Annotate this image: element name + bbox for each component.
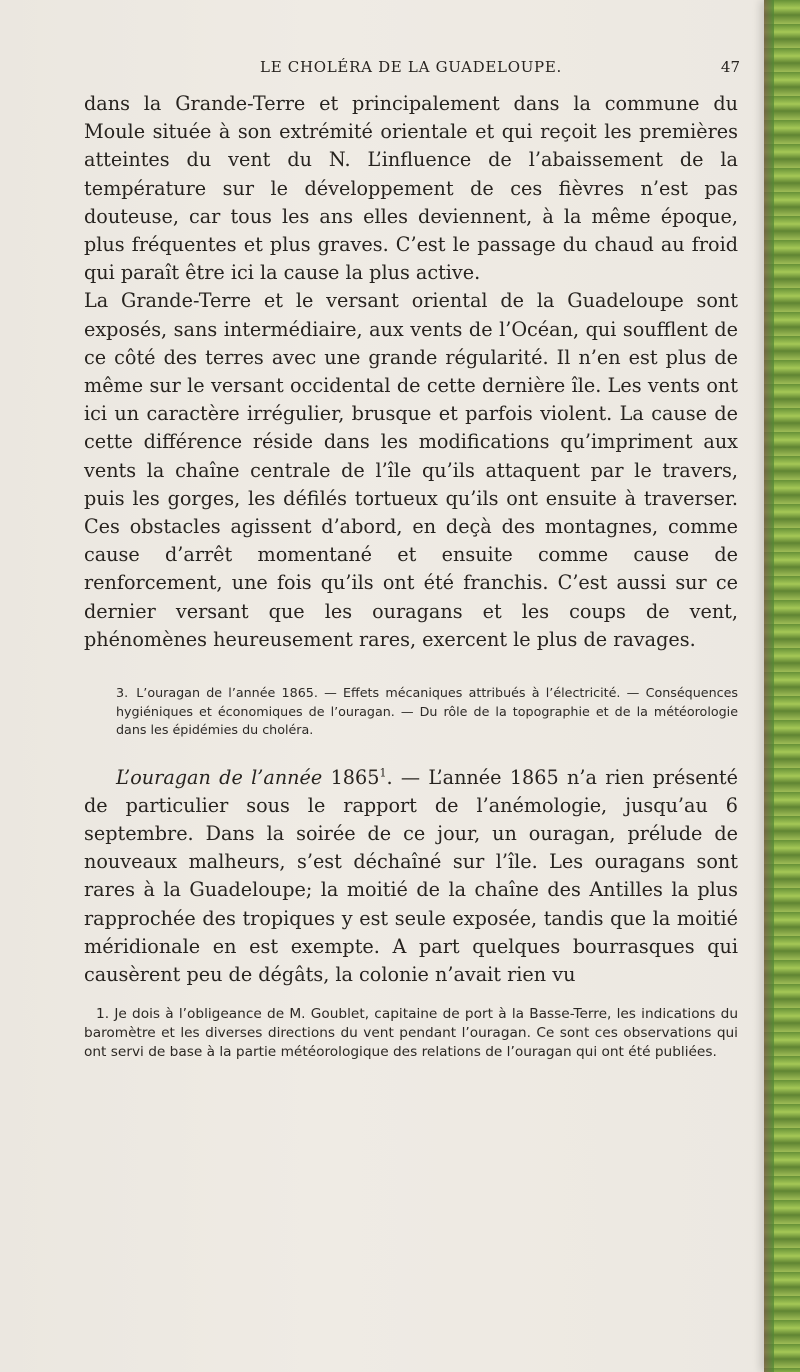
page-number: 47 xyxy=(720,58,740,76)
footnote-number: 1. xyxy=(96,1006,110,1023)
footnote xyxy=(84,1005,738,1062)
page-header xyxy=(84,58,738,84)
page-edge-strip xyxy=(764,0,800,1372)
footnote-mark: 1 xyxy=(379,766,387,780)
section-number: 3. xyxy=(116,685,129,701)
paragraph-2: La Grande-Terre et le versant oriental de la Guadeloupe sont exposés, sans intermédiaire, aux vents de l’Océan, qui soufflent de ce côté des terres avec une grande régularité. Il n’en est plus de même sur le versant occidental de cette dernière île. Les vents ont ici un caractère irrégulier, brusque et parfois violent. La cause de cette différence réside dans les modifications qu’impriment aux vents la chaîne centrale de l’île qu’ils attaquent par le travers, puis les gorges, les défilés tortueux qu’ils ont ensuite à traverser. Ces obstacles agissent d’abord, en deçà des montagnes, comme cause d’arrêt momentané et ensuite comme cause de renforcement, une fois qu’ils ont été franchis. C’est aussi sur ce dernier versant que les ouragans et les coups de vent, phénomènes heureusement rares, exercent le plus de ravages. xyxy=(84,289,738,651)
section-paragraph xyxy=(84,764,738,990)
section-summary xyxy=(116,684,738,740)
footnote-text: Je dois à l’obligeance de M. Goublet, capitaine de port à la Basse-Terre, les indications du baromètre et les diverses directions du vent pendant l’ouragan. Ce sont ces observations qui ont servi de base à la partie météorologique des relations de l’ouragan qui ont été publiées. xyxy=(84,1006,739,1060)
section-year: 1865 xyxy=(330,765,380,789)
section-text: . — L’année 1865 n’a rien présenté de particulier sous le rapport de l’anémologie, jusqu’au 6 septembre. Dans la soirée de ce jour, un ouragan, prélude de nouveaux malheurs, s’est déchaîné sur l’île. Les ouragans sont rares à la Guadeloupe; la moitié de la chaîne des Antilles la plus rapprochée des tropiques y est seule exposée, tandis que la moitié méridionale en est exempte. A part quelques bourrasques qui causèrent peu de dégâts, la colonie n’avait rien vu xyxy=(84,765,739,986)
paragraph-1: dans la Grande-Terre et principalement dans la commune du Moule située à son extrémité orientale et qui reçoit les premières atteintes du vent du N. L’influence de l’abaissement de la température sur le développement de ces fièvres n’est pas douteuse, car tous les ans elles deviennent, à la même époque, plus fréquentes et plus graves. C’est le passage du chaud au froid qui paraît être ici la cause la plus active. xyxy=(84,92,738,285)
page-content xyxy=(84,58,738,1062)
section-title: L’ouragan de l’année xyxy=(116,765,323,789)
summary-text: L’ouragan de l’année 1865. — Effets mécaniques attribués à l’électricité. — Conséquences hygiéniques et économiques de l’ouragan. — Du rôle de la topographie et de la météorologie dans les épidémies du choléra. xyxy=(116,685,738,738)
running-title: LE CHOLÉRA DE LA GUADELOUPE. xyxy=(260,58,562,76)
